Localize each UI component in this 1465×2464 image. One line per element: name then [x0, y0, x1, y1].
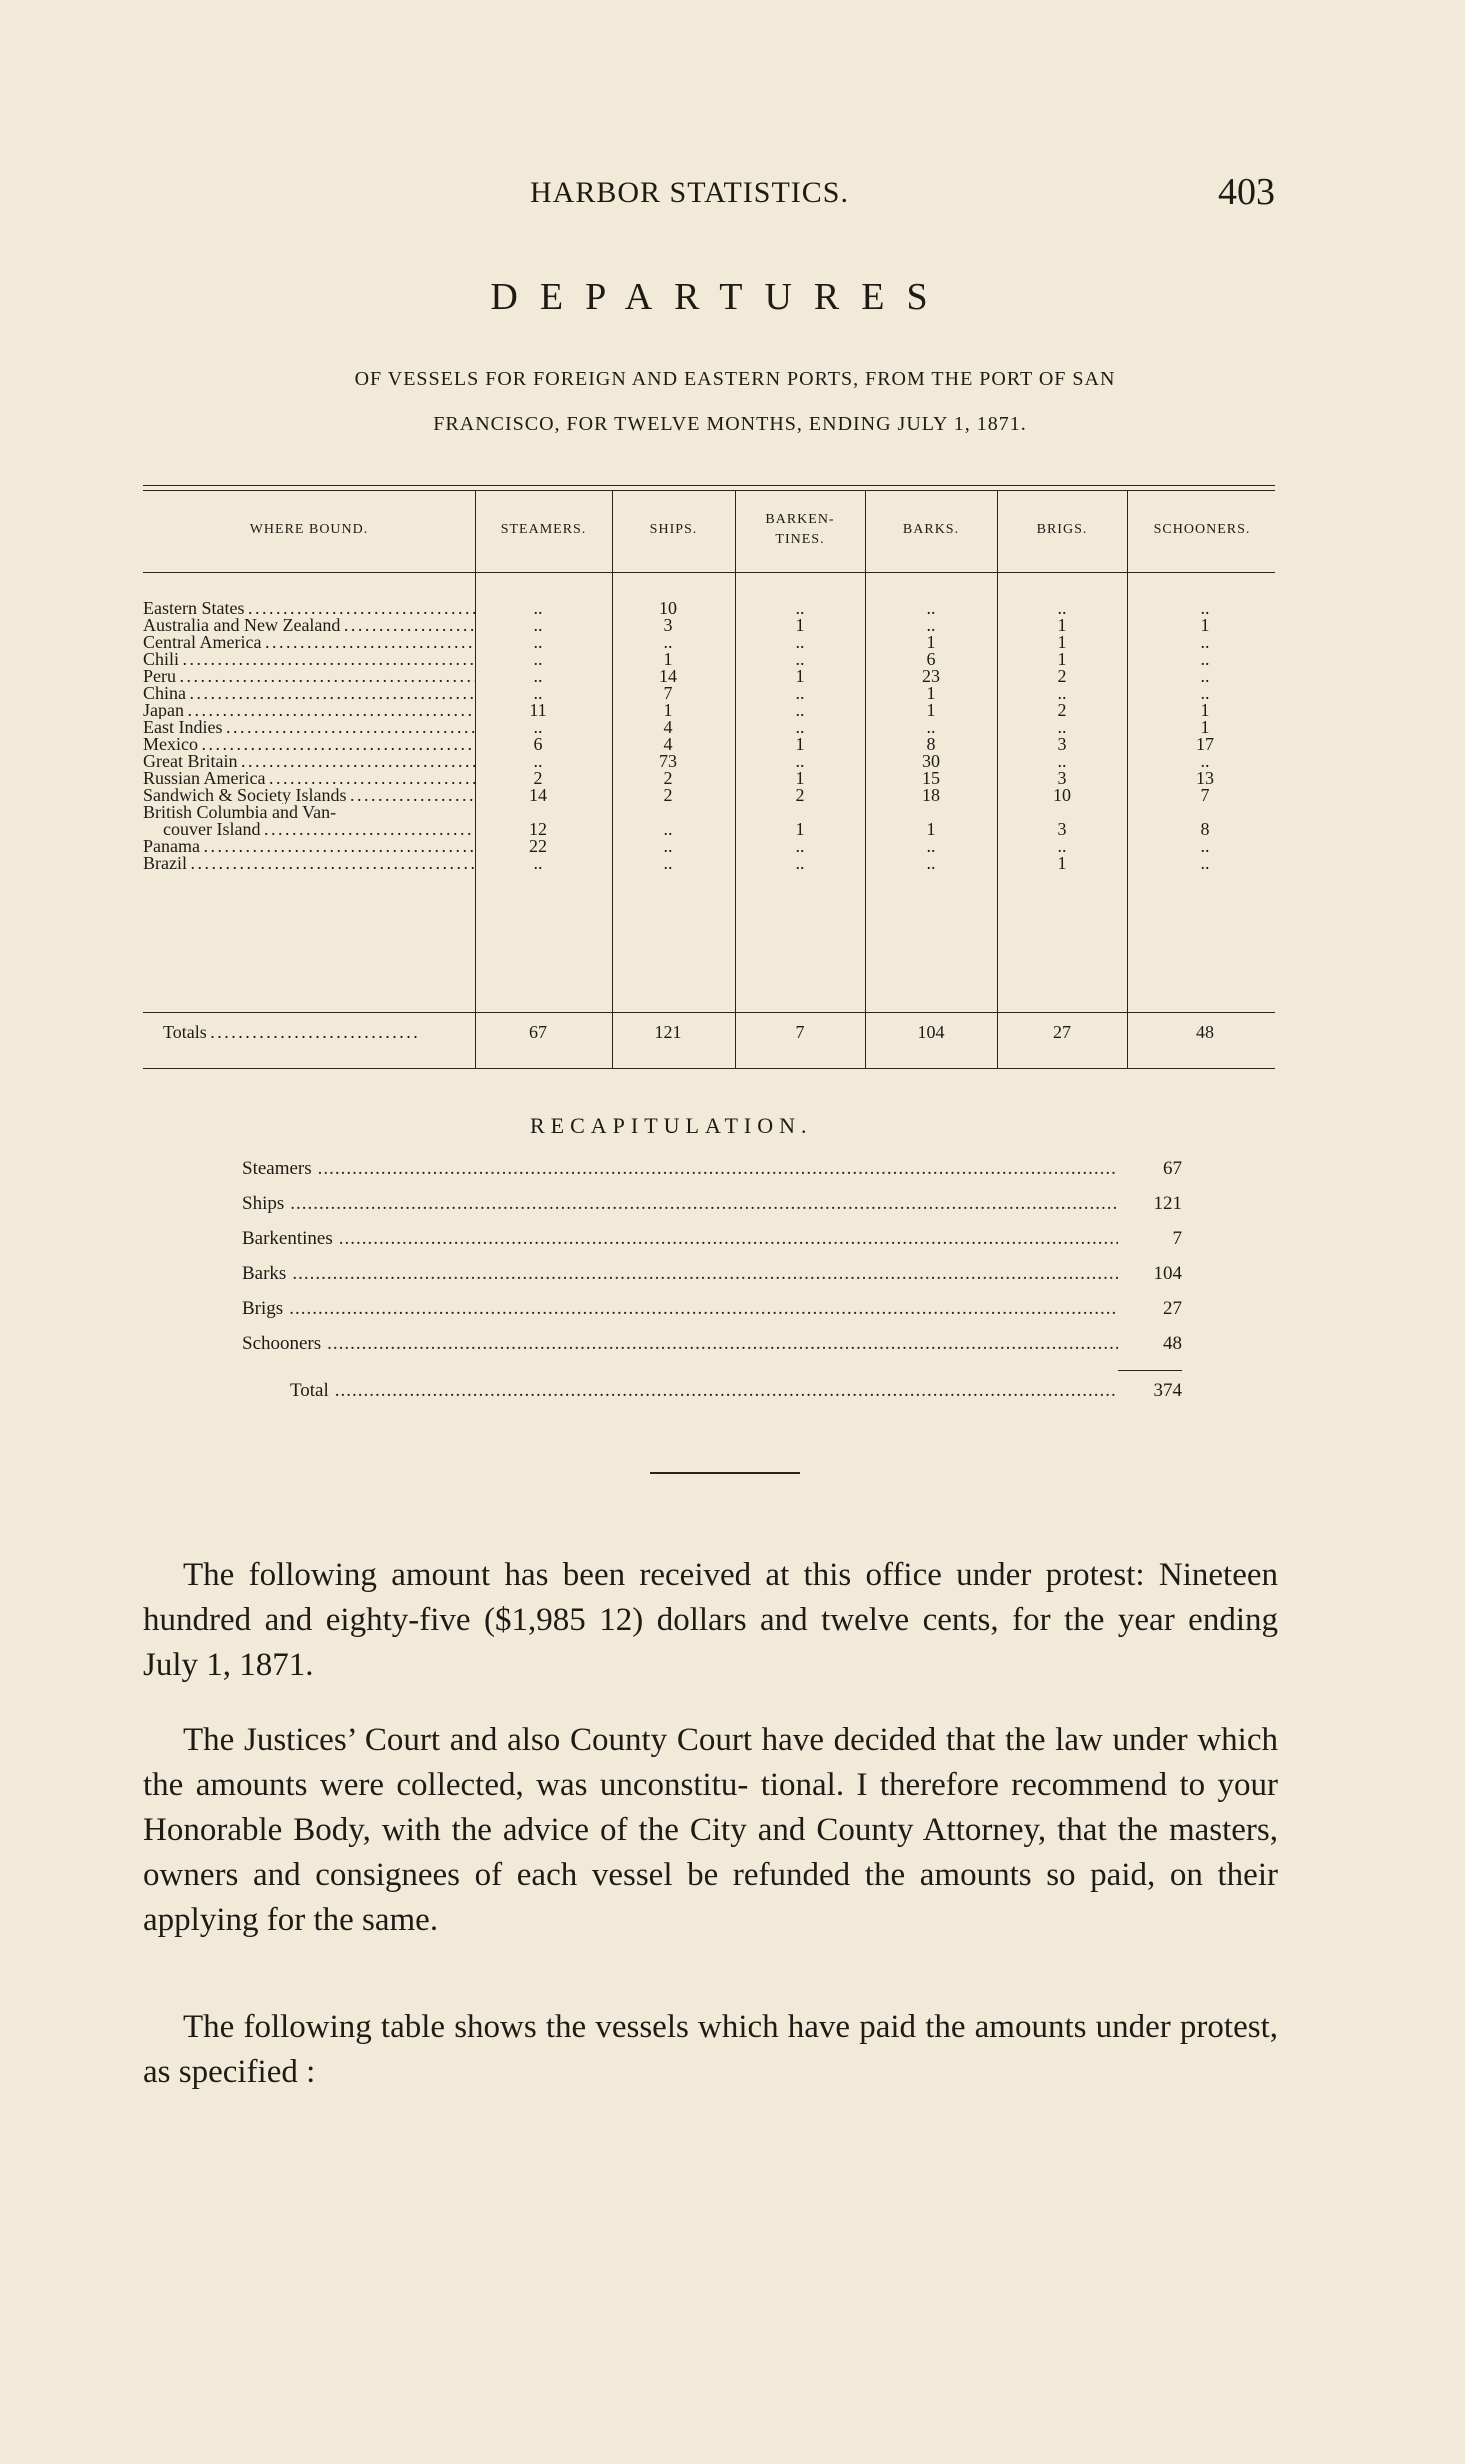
totals-row [143, 1024, 1275, 1041]
cell-schooners: 1 [1200, 717, 1210, 737]
header-schooners: SCHOONERS. [1153, 522, 1251, 537]
recap-row [242, 1333, 1182, 1361]
cell-barkentines: .. [795, 836, 805, 856]
row-destination: Russian America . . . [143, 770, 475, 787]
paragraph-2: The Justices’ Court and also County Court have decided that the law under which the amounts were collected, was unconstitu- tional. I therefore recommend to your Honorable Body, with the advice of the City and County Attorney, that the masters, owners and consignees of each vessel be refunded the amounts so paid, on their applying for the same. [143, 1722, 1278, 1938]
row-destination: Great Britain . . . [143, 753, 475, 770]
cell-steamers: .. [533, 649, 543, 669]
cell-brigs: 10 [1053, 785, 1071, 805]
table-top-rule [143, 485, 1275, 486]
cell-barkentines: 1 [795, 666, 805, 686]
recap-value: 48 [1163, 1333, 1182, 1354]
recap-value: 121 [1153, 1193, 1182, 1214]
total-barkentines: 7 [795, 1022, 805, 1042]
leader-dots [327, 1333, 1118, 1355]
table-row [143, 651, 1275, 668]
cell-ships: 1 [663, 649, 673, 669]
cell-barkentines: .. [795, 853, 805, 873]
cell-barkentines: 2 [795, 785, 805, 805]
table-row [143, 719, 1275, 736]
recap-row [242, 1263, 1182, 1291]
cell-schooners: .. [1200, 683, 1210, 703]
cell-barkentines: .. [795, 632, 805, 652]
leader-dots [290, 1193, 1118, 1215]
row-destination: Mexico . . . [143, 736, 475, 753]
leader-dots [289, 1298, 1118, 1320]
running-head: HARBOR STATISTICS. [530, 176, 849, 209]
cell-brigs: 1 [1057, 853, 1067, 873]
cell-brigs: 3 [1057, 819, 1067, 839]
recap-value: 67 [1163, 1158, 1182, 1179]
cell-schooners: .. [1200, 598, 1210, 618]
page-title: DEPARTURES [490, 276, 950, 318]
cell-schooners: 1 [1200, 700, 1210, 720]
cell-schooners: 13 [1196, 768, 1214, 788]
cell-schooners: 17 [1196, 734, 1214, 754]
cell-brigs: .. [1057, 683, 1067, 703]
cell-steamers: 6 [533, 734, 543, 754]
cell-barks: .. [926, 836, 936, 856]
cell-brigs: 3 [1057, 768, 1067, 788]
recap-total-row [290, 1380, 1182, 1408]
cell-barks: 1 [926, 819, 936, 839]
leader-dots [335, 1380, 1118, 1402]
table-row [143, 634, 1275, 651]
cell-barks: 6 [926, 649, 936, 669]
cell-schooners: .. [1200, 649, 1210, 669]
row-destination: Japan . . . [143, 702, 475, 719]
recap-row [242, 1158, 1182, 1186]
table-bottom-rule [143, 1068, 1275, 1069]
leader-dots [339, 1228, 1118, 1250]
cell-barkentines: .. [795, 700, 805, 720]
cell-barks: 1 [926, 632, 936, 652]
cell-brigs: .. [1057, 751, 1067, 771]
table-row [143, 804, 1275, 821]
cell-brigs: .. [1057, 836, 1067, 856]
table-row [143, 787, 1275, 804]
cell-barkentines: .. [795, 649, 805, 669]
table-row [143, 753, 1275, 770]
cell-barks: 1 [926, 683, 936, 703]
table-row [143, 600, 1275, 617]
total-brigs: 27 [1053, 1022, 1071, 1042]
table-row [143, 770, 1275, 787]
cell-ships: 10 [659, 598, 677, 618]
cell-steamers: .. [533, 615, 543, 635]
header-barks: BARKS. [902, 522, 960, 537]
cell-schooners: 8 [1200, 819, 1210, 839]
cell-brigs: 3 [1057, 734, 1067, 754]
table-row [143, 736, 1275, 753]
cell-brigs: .. [1057, 717, 1067, 737]
cell-schooners: 1 [1200, 615, 1210, 635]
cell-steamers: .. [533, 683, 543, 703]
row-destination: East Indies . . . [143, 719, 475, 736]
recap-total-label: Total [290, 1380, 329, 1401]
cell-ships: 14 [659, 666, 677, 686]
cell-brigs: 1 [1057, 649, 1067, 669]
cell-steamers: .. [533, 853, 543, 873]
cell-schooners: .. [1200, 836, 1210, 856]
cell-barkentines: .. [795, 683, 805, 703]
cell-barks: .. [926, 717, 936, 737]
cell-steamers: .. [533, 598, 543, 618]
cell-steamers: .. [533, 717, 543, 737]
cell-ships: 3 [663, 615, 673, 635]
cell-ships: .. [663, 853, 673, 873]
recap-label: Steamers [242, 1158, 312, 1179]
cell-barkentines: .. [795, 717, 805, 737]
cell-ships: 73 [659, 751, 677, 771]
cell-brigs: .. [1057, 598, 1067, 618]
cell-schooners: .. [1200, 632, 1210, 652]
subtitle-line-2: FRANCISCO, FOR TWELVE MONTHS, ENDING JULY 1, 1871. [433, 413, 1027, 435]
cell-ships: .. [663, 632, 673, 652]
row-destination: China . . . [143, 685, 475, 702]
row-destination: British Columbia and Van- [143, 804, 337, 821]
cell-steamers: 14 [529, 785, 547, 805]
cell-barks: 18 [922, 785, 940, 805]
cell-brigs: 1 [1057, 632, 1067, 652]
cell-ships: 2 [663, 768, 673, 788]
leader-dots [318, 1158, 1118, 1180]
recap-value: 27 [1163, 1298, 1182, 1319]
cell-steamers: 12 [529, 819, 547, 839]
paragraph-3: The following table shows the vessels which have paid the amounts under protest, as specified : [143, 2009, 1278, 2090]
subtitle-line-1: OF VESSELS FOR FOREIGN AND EASTERN PORTS, FROM THE PORT OF SAN [354, 368, 1116, 390]
row-destination: couver Island . . . [143, 821, 475, 838]
cell-barkentines: 1 [795, 615, 805, 635]
totals-rule [143, 1012, 1275, 1013]
table-row [143, 855, 1275, 872]
table-row [143, 617, 1275, 634]
cell-brigs: 1 [1057, 615, 1067, 635]
cell-ships: 4 [663, 734, 673, 754]
table-row [143, 668, 1275, 685]
table-row [143, 838, 1275, 855]
header-ships: SHIPS. [649, 522, 698, 537]
header-where-bound: WHERE BOUND. [249, 522, 369, 537]
header-steamers: STEAMERS. [500, 522, 587, 537]
recap-row [242, 1193, 1182, 1221]
row-destination: Eastern States . . . [143, 600, 475, 617]
totals-label: Totals . . . [143, 1024, 475, 1041]
cell-barks: 1 [926, 700, 936, 720]
recap-label: Barks [242, 1263, 287, 1284]
row-destination: Chili . . . [143, 651, 475, 668]
cell-ships: .. [663, 819, 673, 839]
cell-barkentines: 1 [795, 819, 805, 839]
cell-barkentines: .. [795, 751, 805, 771]
total-ships: 121 [654, 1022, 682, 1042]
cell-barks: .. [926, 853, 936, 873]
recap-total-value: 374 [1153, 1380, 1182, 1401]
table-header-rule [143, 572, 1275, 573]
leader-dots [292, 1263, 1118, 1285]
recap-row [242, 1298, 1182, 1326]
cell-steamers: .. [533, 751, 543, 771]
row-destination: Sandwich & Society Islands . . . [143, 787, 475, 804]
cell-steamers: 11 [529, 700, 547, 720]
cell-ships: .. [663, 836, 673, 856]
total-barks: 104 [917, 1022, 945, 1042]
recap-label: Barkentines [242, 1228, 333, 1249]
cell-steamers: 2 [533, 768, 543, 788]
cell-barks: .. [926, 598, 936, 618]
section-separator [650, 1472, 800, 1474]
cell-schooners: .. [1200, 853, 1210, 873]
cell-ships: 1 [663, 700, 673, 720]
cell-steamers: 22 [529, 836, 547, 856]
recap-label: Ships [242, 1193, 285, 1214]
row-destination: Peru . . . [143, 668, 475, 685]
recap-label: Brigs [242, 1298, 284, 1319]
table-row [143, 702, 1275, 719]
cell-schooners: 7 [1200, 785, 1210, 805]
total-steamers: 67 [529, 1022, 547, 1042]
recap-value: 104 [1153, 1263, 1182, 1284]
cell-steamers: .. [533, 666, 543, 686]
cell-steamers: .. [533, 632, 543, 652]
cell-barkentines: 1 [795, 768, 805, 788]
paragraph-1: The following amount has been received at this office under protest: Nineteen hundred and eighty-five ($1,985 12) dollars and twelve cents, for the year ending July 1, 1871. [143, 1557, 1278, 1683]
recap-row [242, 1228, 1182, 1256]
cell-barkentines: .. [795, 598, 805, 618]
page-number: 403 [1218, 171, 1275, 213]
cell-ships: 7 [663, 683, 673, 703]
row-destination: Brazil . . . [143, 855, 475, 872]
cell-schooners: .. [1200, 751, 1210, 771]
cell-barks: .. [926, 615, 936, 635]
cell-brigs: 2 [1057, 700, 1067, 720]
cell-brigs: 2 [1057, 666, 1067, 686]
cell-barks: 15 [922, 768, 940, 788]
header-barkentines: BARKEN- TINES. [765, 512, 835, 547]
table-row [143, 821, 1275, 838]
cell-barks: 8 [926, 734, 936, 754]
cell-ships: 4 [663, 717, 673, 737]
table-row [143, 685, 1275, 702]
cell-barks: 23 [922, 666, 940, 686]
row-destination: Central America . . . [143, 634, 475, 651]
cell-schooners: .. [1200, 666, 1210, 686]
cell-ships: 2 [663, 785, 673, 805]
total-schooners: 48 [1196, 1022, 1214, 1042]
recapitulation-heading: RECAPITULATION. [530, 1113, 813, 1138]
header-brigs: BRIGS. [1036, 522, 1088, 537]
recap-value: 7 [1172, 1228, 1182, 1249]
total-rule [1118, 1370, 1182, 1371]
row-destination: Panama . . . [143, 838, 475, 855]
recap-label: Schooners [242, 1333, 322, 1354]
row-destination: Australia and New Zealand . . . [143, 617, 475, 634]
cell-barkentines: 1 [795, 734, 805, 754]
cell-barks: 30 [922, 751, 940, 771]
